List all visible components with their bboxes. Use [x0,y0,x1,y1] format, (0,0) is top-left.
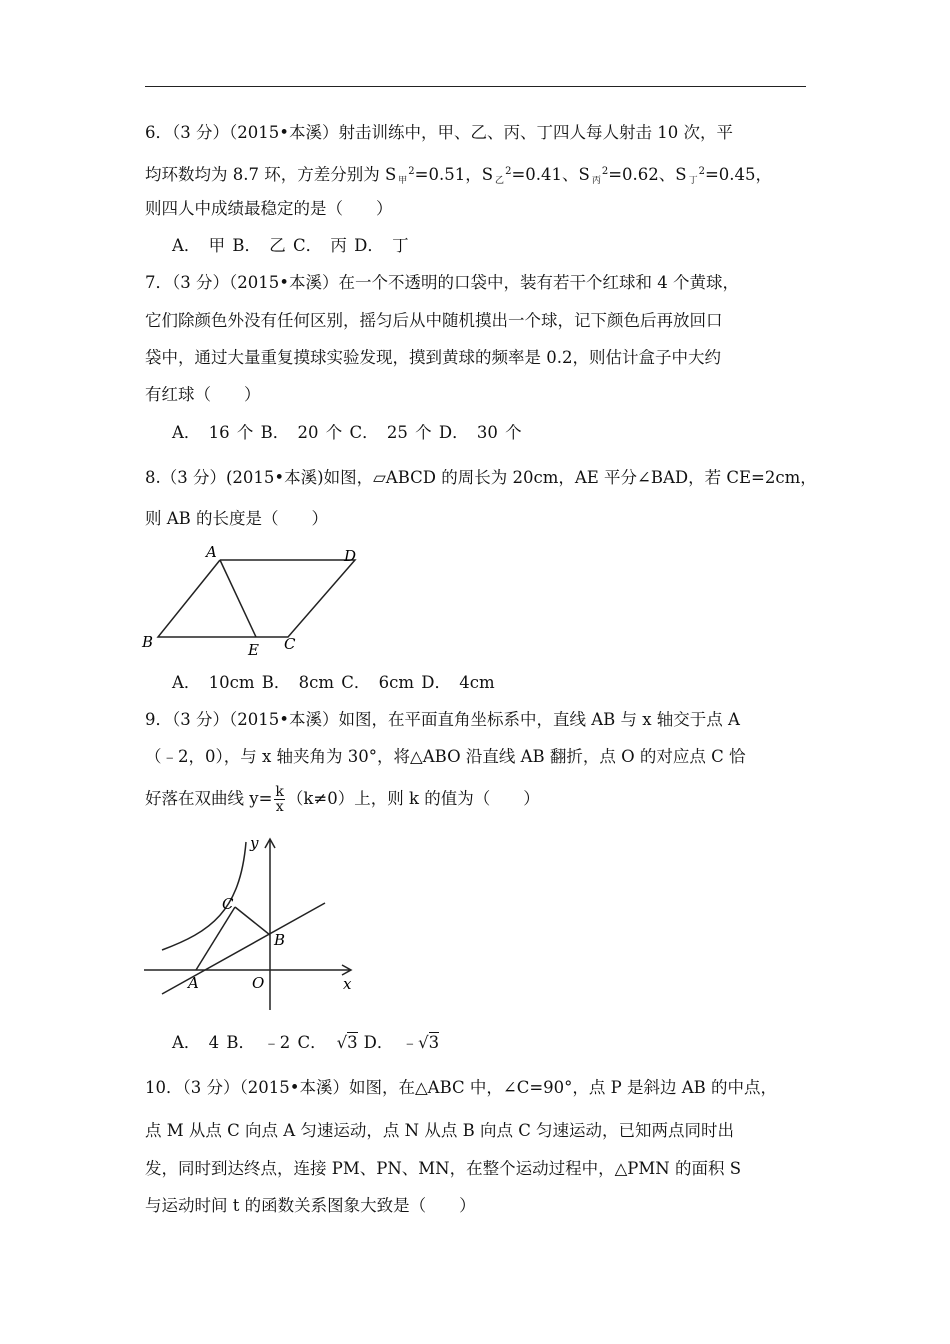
q10-line-3: 发，同时到达终点，连接 PM、PN、MN，在整个运动过程中，△PMN 的面积 S [145,1159,742,1178]
q6-val-ding: =0.45， [704,165,773,184]
q6-val-jia: =0.51，S [414,165,494,184]
q6-val-yi: =0.41、S [511,165,590,184]
q7-line-2: 它们除颜色外没有任何区别，摇匀后从中随机摸出一个球，记下颜色后再放回口 [145,311,723,330]
q7-options: A． 16 个 B． 20 个 C． 25 个 D． 30 个 [172,423,522,442]
q8-line-1: 8.（3 分）(2015•本溪)如图，▱ABCD 的周长为 20cm，AE 平分∠BAD，若 CE=2cm， [145,468,817,487]
q6-options: A． 甲 B． 乙 C． 丙 D． 丁 [172,236,409,255]
fraction-denominator: x [275,799,284,815]
q9-options-part1: A． 4 B． ﹣2 C． [172,1033,327,1052]
label-y: y [250,834,259,852]
fraction-numerator: k [275,784,284,800]
line-ab [162,903,325,994]
parallelogram-figure [138,540,368,660]
q9-options [172,1032,439,1054]
label-b-point: B [274,931,286,949]
q7-line-3: 袋中，通过大量重复摸球实验发现，摸到黄球的频率是 0.2，则估计盒子中大约 [145,348,721,367]
q10-line-2: 点 M 从点 C 向点 A 匀速运动，点 N 从点 B 向点 C 匀速运动，已知两点同时出 [145,1121,735,1140]
q6-sup-3: 2 [601,166,609,177]
label-o: O [252,974,265,992]
fraction-k-over-x [274,785,284,814]
coordinate-figure [140,832,362,1012]
sqrt-radicand-d: 3 [428,1033,440,1052]
q7-line-1: 7．（3 分）（2015•本溪）在一个不透明的口袋中，装有若干个红球和 4 个黄球， [145,273,739,292]
q6-sub-jia: 甲 [398,176,408,186]
q6-val-bing: =0.62、S [608,165,687,184]
segment-cb [235,907,270,935]
label-c-point: C [222,895,234,913]
label-x: x [343,975,352,993]
q6-line-2 [145,161,810,192]
sqrt-option-c [337,1032,358,1054]
q6-line-2-text: 均环数均为 8.7 环，方差分别为 S [145,165,397,184]
parallelogram-abcd [158,560,355,637]
q9-line-2: （﹣2，0），与 x 轴夹角为 30°，将△ABO 沿直线 AB 翻折，点 O 的对应点 C 恰 [145,747,746,766]
q9-line-1: 9．（3 分）（2015•本溪）如图，在平面直角坐标系中，直线 AB 与 x 轴交于点 A [145,710,740,729]
q6-sup-2: 2 [505,166,512,177]
header-rule [145,86,806,87]
q6-line-3: 则四人中成绩最稳定的是（ ） [145,199,393,218]
q8-line-2: 则 AB 的长度是（ ） [145,509,329,528]
q6-sup-4: 2 [698,166,705,177]
sqrt-option-d [418,1032,439,1054]
q8-options: A． 10cm B． 8cm C． 6cm D． 4cm [172,673,495,692]
label-d: D [344,547,357,565]
sqrt-symbol-d: √ [418,1033,429,1052]
q9-line-3 [145,784,810,814]
label-a-point: A [188,974,199,992]
segment-ae [220,560,256,637]
label-b: B [142,633,154,651]
q6-sub-bing: 丙 [591,176,601,186]
label-c: C [284,635,296,653]
q10-line-1: 10．（3 分）（2015•本溪）如图，在△ABC 中，∠C=90°，点 P 是斜边 AB 的中点， [145,1078,778,1097]
q6-sup-1: 2 [408,166,415,177]
q7-line-4: 有红球（ ） [145,385,261,404]
label-e: E [248,641,259,659]
segment-ac [196,907,235,970]
q9-line-3-tail: （k≠0）上，则 k 的值为（ ） [286,789,540,808]
q6-sub-ding: 丁 [688,176,698,186]
q9-line-3-text: 好落在双曲线 y= [145,789,273,808]
q10-line-4: 与运动时间 t 的函数关系图象大致是（ ） [145,1196,476,1215]
sqrt-symbol-c: √ [336,1033,348,1052]
sqrt-radicand-c: 3 [347,1033,358,1052]
q6-line-1: 6．（3 分）（2015•本溪）射击训练中，甲、乙、丙、丁四人每人射击 10 次，平 [145,123,733,142]
q9-options-part2: D． ﹣ [363,1033,419,1052]
q6-sub-yi: 乙 [495,176,505,186]
label-a: A [206,543,217,561]
